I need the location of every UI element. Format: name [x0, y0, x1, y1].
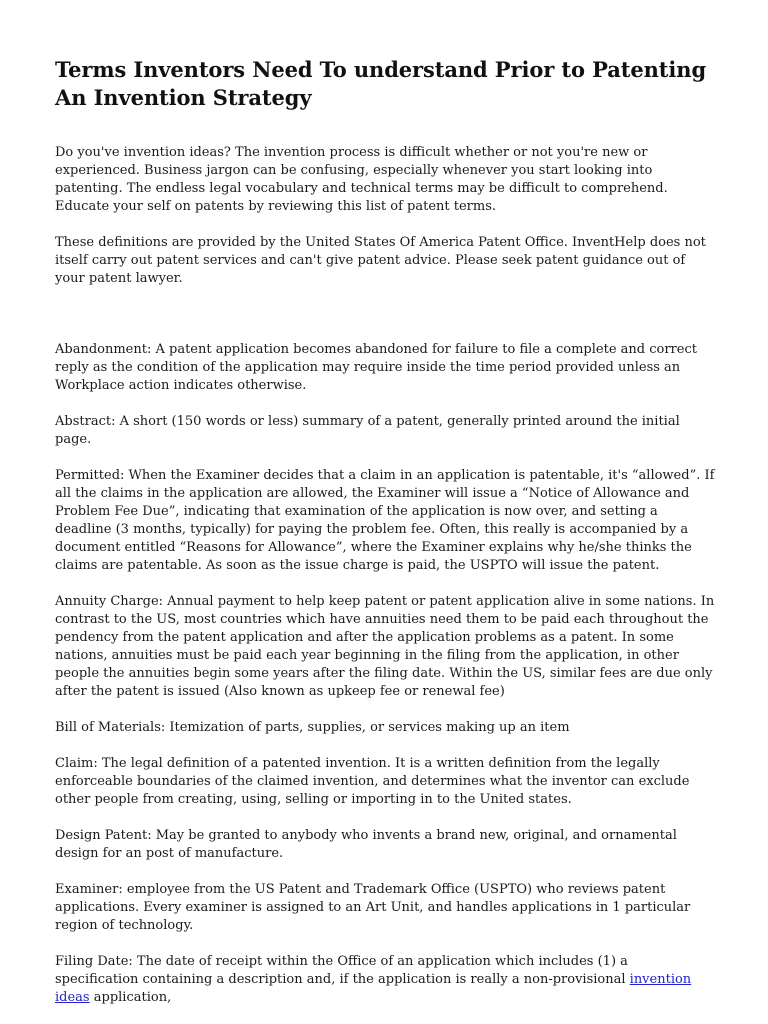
definition-claim: Claim: The legal definition of a patented invention. It is a written definition from the legally enforceable boundaries of the claimed invention, and determines what the inventor can exclude other people from creating, using, selling or importing in to the United states. [55, 756, 690, 807]
definition-bill-of-materials: Bill of Materials: Itemization of parts, supplies, or services making up an item [55, 720, 570, 735]
definition-examiner: Examiner: employee from the US Patent and Trademark Office (USPTO) who reviews patent applications. Every examiner is assigned to an Art Unit, and handles applications in 1 particular region of technology. [55, 882, 691, 933]
intro-paragraph: Do you've invention ideas? The invention process is difficult whether or not you're new or experienced. Business jargon can be confusing, especially whenever you start looking into patenting. The endless legal vocabulary and technical terms may be difficult to comprehend. Educate your self on patents by reviewing this list of patent terms. [55, 145, 668, 214]
definition-annuity-charge: Annuity Charge: Annual payment to help keep patent or patent application alive in some nations. In contrast to the US, most countries which have annuities need them to be paid each throughout the pendency from the patent application and after the application problems as a patent. In some nations, annuities must be paid each year beginning in the filing from the application, in other people the annuities begin some years after the filing date. Within the US, similar fees are due only after the patent is issued (Also known as upkeep fee or renewal fee) [55, 594, 715, 699]
definition-design-patent: Design Patent: May be granted to anybody who invents a brand new, original, and ornamental design for an post of manufacture. [55, 828, 677, 861]
filing-date-text: Filing Date: The date of receipt within the Office of an application which includes (1) a specification containing a description and, if the application is really a non-provisional [55, 954, 630, 987]
definition-abstract: Abstract: A short (150 words or less) summary of a patent, generally printed around the initial page. [55, 414, 680, 447]
filing-date-text-continued: application, [89, 990, 172, 1005]
definition-abandonment: Abandonment: A patent application becomes abandoned for failure to file a complete and correct reply as the condition of the application may require inside the time period provided unless an Workplace action indicates otherwise. [55, 342, 697, 393]
definition-permitted: Permitted: When the Examiner decides that a claim in an application is patentable, it's “allowed”. If all the claims in the application are allowed, the Examiner will issue a “Notice of Allowance and Problem Fee Due”, indicating that examination of the application is now over, and setting a deadline (3 months, typically) for paying the problem fee. Often, this really is accompanied by a document entitled “Reasons for Allowance”, where the Examiner explains why he/she thinks the claims are patentable. As soon as the issue charge is paid, the USPTO will issue the patent. [55, 468, 715, 573]
intro-paragraph: These definitions are provided by the United States Of America Patent Office. InventHelp does not itself carry out patent services and can't give patent advice. Please seek patent guidance out of your patent lawyer. [55, 235, 706, 286]
definition-filing-date [55, 953, 715, 1007]
invention-ideas-link[interactable]: invention ideas [55, 972, 692, 1005]
document-title: Terms Inventors Need To understand Prior to Patenting An Invention Strategy [55, 57, 707, 110]
document-page [55, 56, 715, 1007]
